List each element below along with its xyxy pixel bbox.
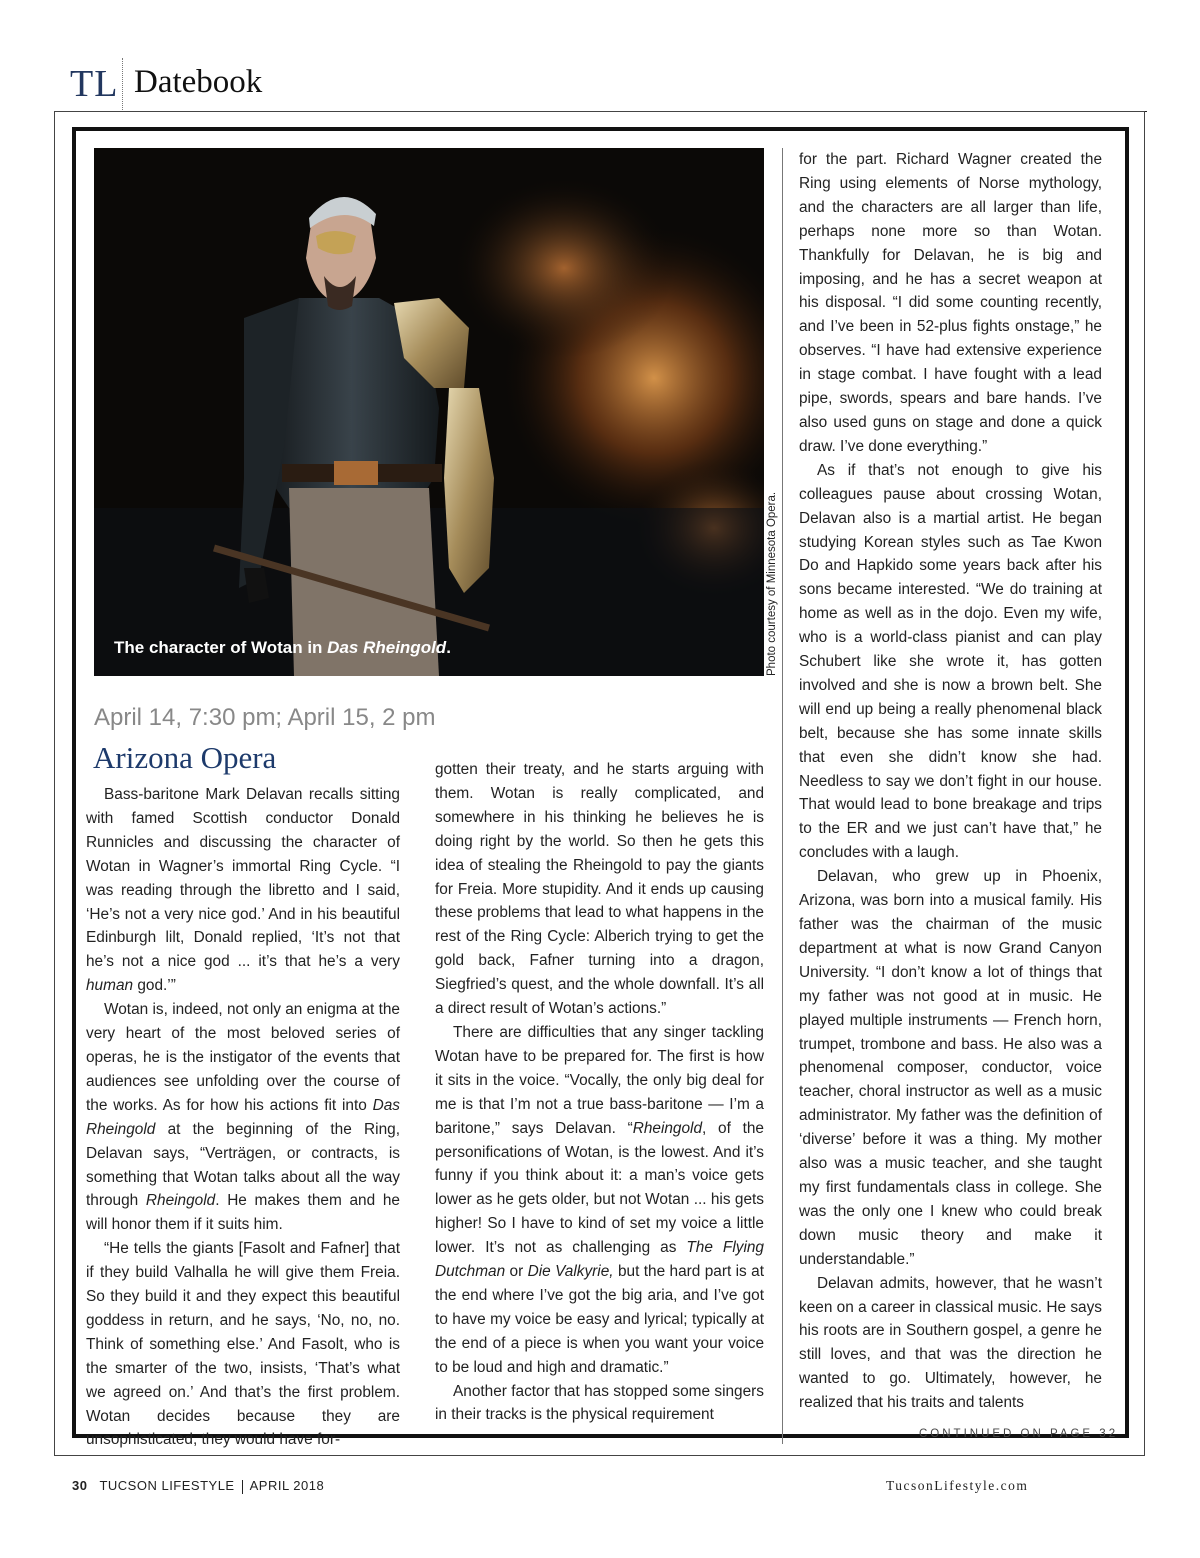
article-paragraph: There are difficulties that any singer tackling Wotan have to be prepared for. The first is how it sits in the voice. “Vocally, the only big deal for me is that I’m not a true bass-baritone — I’m a baritone,” says Delavan. “Rheingold, of the personifications of Wotan, is the lowest. And it’s funny if you think about it: a man’s voice gets lower as he gets older, but not Wotan ... his gets higher! So I have to kind of set my voice a little lower. It’s not as challenging as The Flying Dutchman or Die Valkyrie, but the hard part is at the end where I’ve got the big aria, and I’ve got to have my voice be easy and lyrical; typically at the end of a piece is when you want your voice to be loud and high and dramatic.” (435, 1023, 764, 1376)
wotan-illustration (94, 148, 764, 676)
fire-glow-upper (454, 178, 674, 358)
footer-separator (242, 1480, 243, 1494)
continued-notice: CONTINUED ON PAGE 32 (919, 1428, 1119, 1440)
publication-name: TUCSON LIFESTYLE (99, 1478, 235, 1493)
article-paragraph: “He tells the giants [Fasolt and Fafner] that if they build Valhalla he will give them Freia. So they build it and they expect this beautiful goddess in return, and he says, ‘No, no, no. Think of something else.’ And Fasolt, who is the smarter of the two, insists, ‘That’s what we agreed on.’ And that’s the first problem. Wotan decides because they are unsophisticated, they would have for- (86, 1240, 400, 1449)
photo-caption: The character of Wotan in Das Rheingold. (114, 638, 451, 657)
website-url: TucsonLifestyle.com (886, 1478, 1029, 1493)
article-paragraph: Bass-baritone Mark Delavan recalls sitting with famed Scottish conductor Donald Runnicles and discussing the character of Wotan in Wagner’s immortal Ring Cycle. “I was reading through the libretto and I said, ‘He’s not a very nice god.’ And in his beautiful Edinburgh lilt, Donald replied, ‘It’s not that he’s not a nice god ... it’s that he’s a very human god.’” (86, 786, 400, 995)
article-column-1 (86, 783, 400, 1452)
column-rule (782, 148, 783, 1444)
header-divider (122, 58, 123, 110)
article-paragraph: for the part. Richard Wagner created the Ring using elements of Norse mythology, and the characters are all larger than life, perhaps none more so than Wotan. Thankfully for Delavan, he is big and imposing, and he has a secret weapon at his disposal. “I did some counting recently, and I’ve been in 52-plus fights onstage,” he observes. “I have had extensive experience in stage combat. I have fought with a lead pipe, swords, spears and bare hands. I’ve also used guns on stage and done a quick draw. I’ve done everything.” (799, 151, 1102, 455)
page-header (70, 58, 1150, 108)
wotan-photo (94, 148, 764, 676)
article-paragraph: Another factor that has stopped some singers in their tracks is the physical requirement (435, 1382, 764, 1424)
article-paragraph: Delavan, who grew up in Phoenix, Arizona, was born into a musical family. His father was the chairman of the music department at what is now Grand Canyon University. “I don’t know a lot of things that my father was not good at in music. He played multiple instruments — French horn, trumpet, trombone and bass. He also was a phenomenal composer, conductor, voice teacher, choral instructor as well as a music administrator. My father was the definition of ‘diverse’ before it was a thing. My mother also was a music teacher, and she taught my first fundamentals class in college. She was the only one I knew who could break down music theory and make it understandable.” (799, 868, 1102, 1268)
article-column-2 (435, 758, 764, 1427)
event-dates: April 14, 7:30 pm; April 15, 2 pm (94, 704, 436, 731)
article-paragraph: Delavan admits, however, that he wasn’t keen on a career in classical music. He says his roots are in Southern gospel, a genre he still loves, and that was the direction he wanted to go. Ultimately, however, he realized that his traits and talents (799, 1274, 1102, 1412)
section-title: Datebook (134, 64, 263, 100)
page-number: 30 (72, 1478, 88, 1493)
magazine-logo: TL (70, 63, 119, 105)
photo-credit: Photo courtesy of Minnesota Opera. (766, 491, 778, 676)
article-paragraph: Wotan is, indeed, not only an enigma at the very heart of the most beloved series of operas, he is the instigator of the events that audiences see unfolding over the course of the works. As for how his actions fit into Das Rheingold at the beginning of the Ring, Delavan says, “Verträgen, or contracts, is something that Wotan talks about all the way through Rheingold. He makes them and he will honor them if it suits him. (86, 1001, 400, 1234)
belt-buckle (334, 461, 378, 485)
issue-date: APRIL 2018 (249, 1478, 325, 1493)
event-title: Arizona Opera (93, 740, 277, 775)
article-column-3 (799, 148, 1102, 1415)
article-paragraph: gotten their treaty, and he starts arguing with them. Wotan is really complicated, and somewhere in his thinking he believes he is doing right by the world. So then he gets this idea of stealing the Rheingold to pay the giants for Freia. More stupidity. And it ends up causing these problems that lead to what happens in the rest of the Ring Cycle: Alberich trying to get the gold back, Fafner turning into a dragon, Siegfried’s quest, and the whole downfall. It’s all a direct result of Wotan’s actions.” (435, 761, 764, 1018)
article-paragraph: As if that’s not enough to give his colleagues pause about crossing Wotan, Delavan also is a martial artist. He began studying Korean styles such as Tae Kwon Do and Hapkido some years back after his sons became interested. “We do training at home as well as in the dojo. Even my wife, who is a world-class pianist and can play Schubert like she wrote it, has gotten involved and she is now a brown belt. She will end up being a really phenomenal black belt, because she has some innate skills that even she didn’t know she had. Needless to say we don’t fight in our house. That would lead to bone breakage and trips to the ER and we just can’t have that,” he concludes with a laugh. (799, 461, 1102, 862)
page-footer (72, 1478, 324, 1494)
